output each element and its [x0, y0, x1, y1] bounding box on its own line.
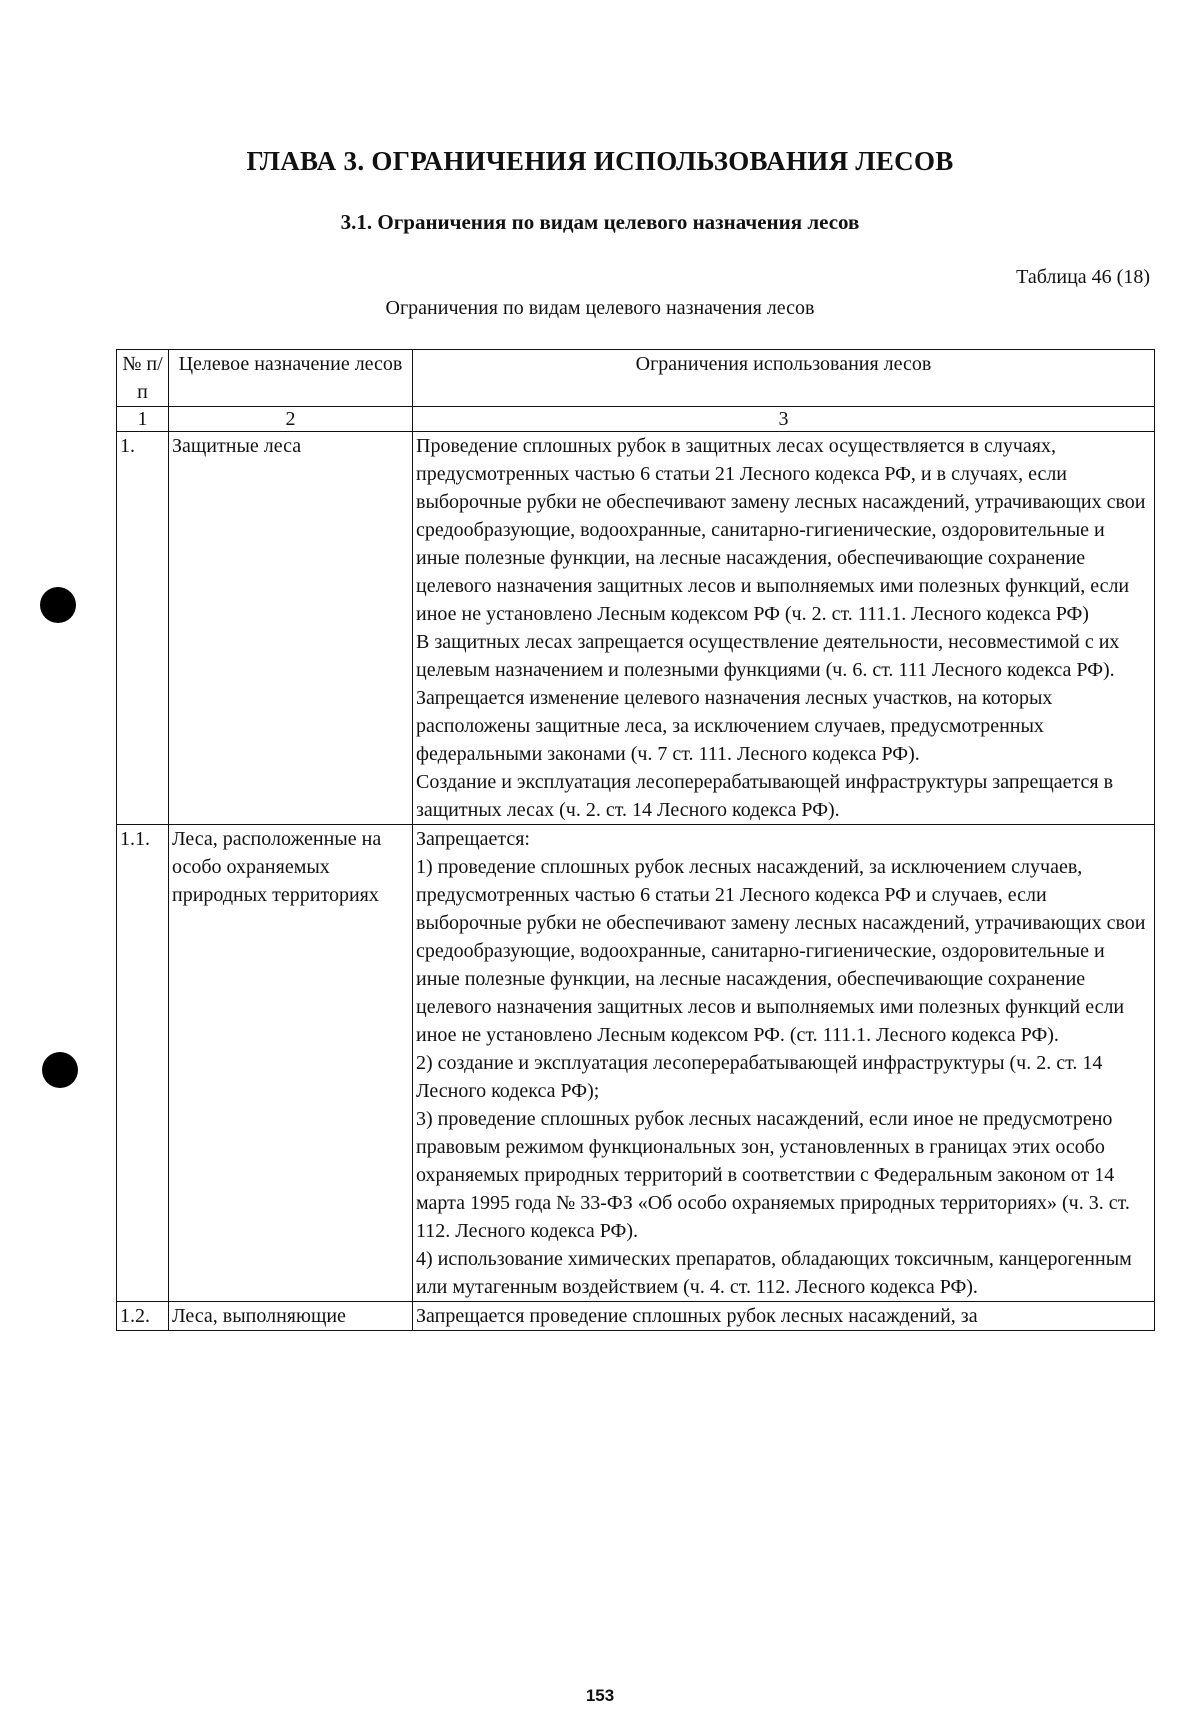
row-purpose: Леса, расположенные на особо охраняемых природных территориях — [169, 825, 413, 1302]
header-restrictions: Ограничения использования лесов — [413, 350, 1155, 407]
restriction-paragraph: 4) использование химических препаратов, обладающих токсичным, канцерогенным или мутагенным воздействием (ч. 4. ст. 112. Лесного кодекса РФ). — [416, 1248, 1132, 1298]
restriction-paragraph: В защитных лесах запрещается осуществление деятельности, несовместимой с их целевым назначением и полезными функциями (ч. 6. ст. 111 Лесного кодекса РФ). — [416, 631, 1120, 681]
restriction-paragraph: 1) проведение сплошных рубок лесных насаждений, за исключением случаев, предусмотренных частью 6 статьи 21 Лесного кодекса РФ и случаев, если выборочные рубки не обеспечивают замену лесных насаждений, утрачивающих свои средообразующие, водоохранные, санитарно-гигиенические, оздоровительные и иные полезные функции, на лесные насаждения, обеспечивающие сохранение целевого назначения защитных лесов и выполняемых ими полезных функций если иное не установлено Лесным кодексом РФ. (ст. 111.1. Лесного кодекса РФ). — [416, 856, 1146, 1046]
row-restrictions — [413, 1302, 1155, 1331]
row-restrictions — [413, 432, 1155, 825]
row-num: 1.2. — [117, 1302, 169, 1331]
page-number: 153 — [585, 1686, 615, 1705]
row-restrictions — [413, 825, 1155, 1302]
row-purpose: Защитные леса — [169, 432, 413, 825]
table-row — [117, 1302, 1155, 1331]
table-row — [117, 825, 1155, 1302]
table-index-row — [117, 407, 1155, 432]
punch-hole-mark — [40, 587, 76, 623]
row-num: 1.1. — [117, 825, 169, 1302]
restrictions-table — [116, 349, 1155, 1331]
index-cell: 3 — [413, 407, 1155, 432]
restriction-paragraph: 2) создание и эксплуатация лесоперерабатывающей инфраструктуры (ч. 2. ст. 14 Лесного кодекса РФ); — [416, 1052, 1103, 1102]
header-purpose: Целевое назначение лесов — [169, 350, 413, 407]
header-num: № п/п — [117, 350, 169, 407]
row-purpose: Леса, выполняющие — [169, 1302, 413, 1331]
table-header-row — [117, 350, 1155, 407]
section-title: 3.1. Ограничения по видам целевого назначения лесов — [340, 210, 860, 234]
restriction-paragraph: Запрещается проведение сплошных рубок лесных насаждений, за — [416, 1305, 978, 1327]
restriction-paragraph: Запрещается изменение целевого назначения лесных участков, на которых расположены защитные леса, за исключением случаев, предусмотренных федеральными законами (ч. 7 ст. 111. Лесного кодекса РФ). — [416, 687, 1053, 765]
table-caption: Ограничения по видам целевого назначения лесов — [385, 297, 815, 319]
restriction-paragraph: Проведение сплошных рубок в защитных лесах осуществляется в случаях, предусмотренных частью 6 статьи 21 Лесного кодекса РФ, и в случаях, если выборочные рубки не обеспечивают замену лесных насаждений, утрачивающих свои средообразующие, водоохранные, санитарно-гигиенические, оздоровительные и иные полезные функции, на лесные насаждения, обеспечивающие сохранение целевого назначения защитных лесов и выполняемых ими полезных функций, если иное не установлено Лесным кодексом РФ (ч. 2. ст. 111.1. Лесного кодекса РФ) — [416, 435, 1146, 625]
table-row — [117, 432, 1155, 825]
table-number: Таблица 46 (18) — [1016, 266, 1150, 288]
restriction-paragraph: Запрещается: — [416, 828, 530, 850]
row-num: 1. — [117, 432, 169, 825]
index-cell: 1 — [117, 407, 169, 432]
restriction-paragraph: Создание и эксплуатация лесоперерабатывающей инфраструктуры запрещается в защитных лесах (ч. 2. ст. 14 Лесного кодекса РФ). — [416, 771, 1114, 821]
restriction-paragraph: 3) проведение сплошных рубок лесных насаждений, если иное не предусмотрено правовым режимом функциональных зон, установленных в границах этих особо охраняемых природных территорий в соответствии с Федеральным законом от 14 марта 1995 года № 33-ФЗ «Об особо охраняемых природных территориях» (ч. 3. ст. 112. Лесного кодекса РФ). — [416, 1108, 1130, 1242]
index-cell: 2 — [169, 407, 413, 432]
chapter-title: ГЛАВА 3. ОГРАНИЧЕНИЯ ИСПОЛЬЗОВАНИЯ ЛЕСОВ — [246, 146, 954, 176]
punch-hole-mark — [42, 1052, 78, 1088]
